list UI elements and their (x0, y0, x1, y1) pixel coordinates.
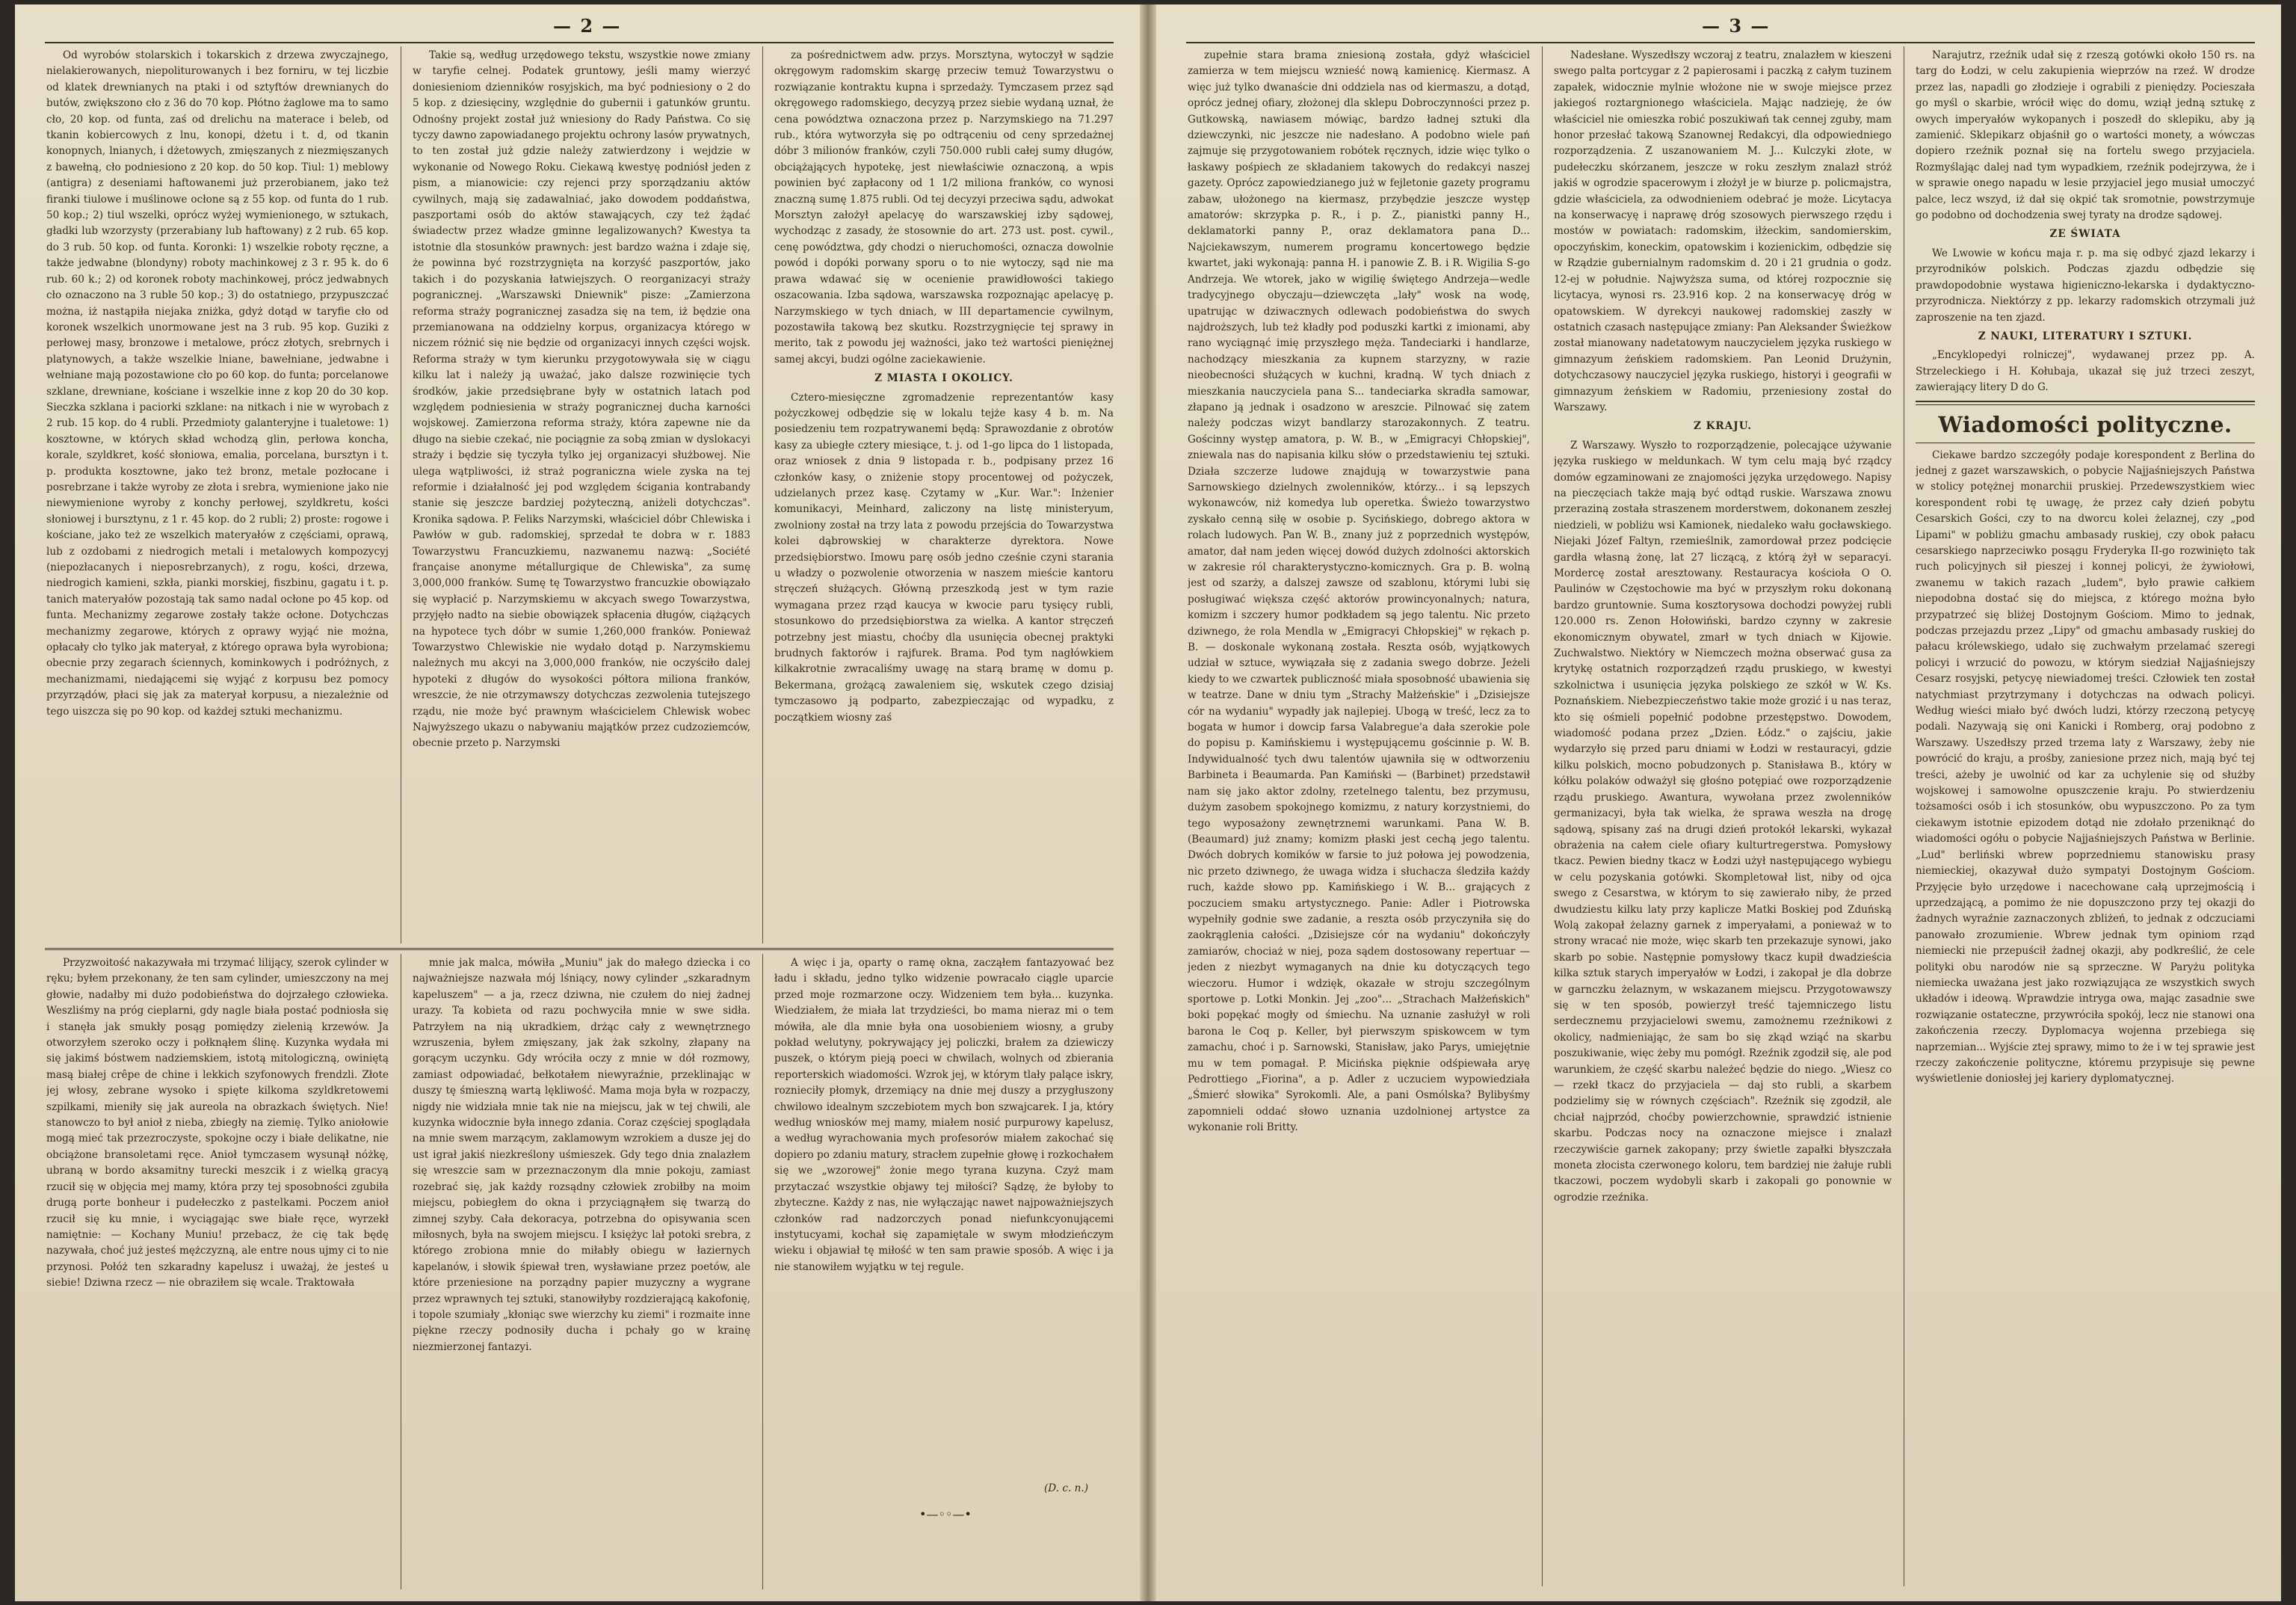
continuation-mark: (D. c. n.) (1044, 1482, 1088, 1494)
right-page (1156, 4, 2281, 1601)
ornament-divider: •—◦◦—• (919, 1507, 972, 1521)
feuilleton-column-2 (413, 955, 750, 1583)
column-text: „Encyklopedyi rolniczej", wydawanej przez pp. A. Strzeleckiego i H. Kołubaja, ukazał się już trzeci zeszyt, zawierający litery D do G. (1916, 349, 2255, 394)
column-divider (1542, 46, 1543, 1586)
feuilleton-column-3 (774, 955, 1114, 1524)
feuilleton-rule (45, 948, 1114, 950)
section-title: Wiadomości polityczne. (1938, 411, 2232, 437)
article-column-2 (413, 48, 750, 941)
feuilleton-text: A więc i ja, oparty o ramę okna, zacząłem fantazyować bez ładu i składu, jedno tylko widzenie powracało ciągle uparcie przed moje rozmarzone oczy. Widzeniem tem była... kuzynka. Wiedziałem, że miała lat trzydzieści, bo mama nieraz mi o tem mówiła, ale dla mnie była ona uosobieniem wiosny, a gruby pokład welutyny, pokrywający jej policzki, brałem za dziewiczy puszek, o którym pieją poeci w chwilach, wolnych od zbierania reporterskich wiadomości. Wzrok jej, w którym tlały palące iskry, roznieciły płomyk, drzemiący na dnie mej duszy a przygłuszony chwilowo idealnym szczebiotem mych bon szwajcarek. I ja, który według wniosków mej mamy, miałem nosić purpurowy kapelusz, a według wyrachowania mych profesorów miałem zakochać się dopiero po zdaniu matury, stracłem zupełnie głowę i rozkochałem się we „wzorowej" żonie mego tyrana kuzyna. Czyż mam przytaczać wszystkie objawy tej miłości? Sądzę, że byłoby to zbyteczne. Każdy z nas, nie wyłączając nawet najpoważniejszych członków rad nadzorczych ponad niefunkcyonującemi instytucyami, kochał się zapamiętale w swym młodzieńczym wieku i objawiał tę miłość w ten sam prawie sposób. A więc i ja nie stanowiłem wyjątku w tej regule. (774, 957, 1114, 1273)
page-number: — 2 — (553, 15, 622, 37)
header-rule (45, 42, 1114, 43)
page-number: — 3 — (1702, 15, 1771, 37)
feuilleton-text: Przyzwoitość nakazywała mi trzymać lilijący, szerok cylinder w ręku; byłem przekonany, że ten sam cylinder, umieszczony na mej głowie, nadałby mi dużo podobieństwa do dojrzałego człowieka. Weszliśmy na próg cieplarni, gdy nagle biała postać podniosła się i stanęła jak smukły posąg pomiędzy zielenią krzewów. Ja otworzyłem szeroko oczy i połknąłem ślinę. Kuzynka wydała mi się jakimś bóstwem nadziemskiem, istotą mitologiczną, owiniętą masą białej crêpe de chine i lekkich szyfonowych frendzli. Złote jej włosy, zebrane wysoko i spięte kilkoma szyldkretowemi szpilkami, mieniły się jak aureola na obrazkach świętych. Nie! stanowczo to był anioł z nieba, zbiegły na ziemię. Tylko aniołowie mogą mieć tak przezroczyste, spokojne oczy i białe delikatne, nie obciążone bransoletami ręce. Anioł tymczasem wysunął nóżkę, ubraną w bordo aksamitny turecki meszcik i z wielką gracyą rzucił się w objęcia mej mamy, która przy tej sposobności zgubiła drugą porte bonheur i pudełeczko z pastelkami. Poczem anioł rzucił się ku mnie, i wyciągając swe białe ręce, wyrzekł namiętnie: — Kochany Muniu! przebacz, że cię tak będę nazywała, choć już jesteś mężczyzną, ale entre nous ujmy ci to nie przynosi. Połóż ten szkaradny kapelusz i uważaj, że jesteś u siebie! Dziwna rzecz — nie obraziłem się wcale. Traktowała (46, 957, 389, 1290)
section-heading: Z MIASTA I OKOLICY. (874, 372, 1013, 385)
column-text: Narajutrz, rzeźnik udał się z rzeszą gotówki około 150 rs. na targ do Łodzi, w celu zakupienia wieprzów na rzeź. W drodze przez las, napadli go złodzieje i ograbili z pieniędzy. Pocieszała go myśl o skarbie, wrócił więc do domu, wziął jedną sztukę z owych imperyałów wykopanych i poszedł do sklepiku, aby ją zamienić. Sklepikarz objaśnił go o wartości monety, a wówczas dopiero rzeźnik poznał się na fortelu swego przyjaciela. Rozmyślając dalej nad tym wypadkiem, rzeźnik podejrzywa, że i w sprawie onego napadu w lesie przyjaciel jego musiał umoczyć palce, lecz wszyd, iż dał się okpić tak sromotnie, powstrzymuje go podobno od dochodzenia swej tyraty na drodze sądowej. (1916, 49, 2255, 222)
header-rule (1186, 42, 2255, 43)
section-heading: ZE ŚWIATA (2049, 228, 2121, 241)
column-text: za pośrednictwem adw. przys. Morsztyna, wytoczył w sądzie okręgowym radomskim skargę przeciw temuż Towarzystwu o rozwiązanie kontraktu kupna i sprzedaży. Tymczasem przez sąd okręgowego radomskiego, decyzyą przez siebie wydaną uznał, że cena powództwa oznaczona przez p. Narzymskiego na 71.297 rub., która wytworzyła się po odtrąceniu od ceny sprzedażnej dóbr 3 milionów franków, czyli 750.000 rubli całej sumy długów, obciążających hypotekę, jest niewłaściwie oznaczoną, a wpis powinien być zapłacony od 1 1/2 miliona franków, co wynosi znaczną sumę 1.875 rubli. Od tej decyzyi przeciwa sądu, adwokat Morsztyn założył apelacyę do warszawskiej izby sądowej, wychodząc z zasady, że stosownie do art. 273 ust. post. cywil., cenę powództwa, gdy chodzi o nieruchomości, oznacza dowolnie powód i dopóki porwany sporu o to nie wytoczy, sąd nie ma prawa wdawać się w ocenienie prawidłowości takiego oszacowania. Izba sądowa, warszawska rozpoznając apelacyę p. Narzymskiego w tych dniach, w III departamencie cywilnym, pozostawiła takową bez skutku. Rozstrzygnięcie tej sprawy in merito, tak z powodu jej ważności, jako też wartości pieniężnej samej akcyi, budzi ogólne zaciekawienie. (774, 49, 1114, 366)
column-text: Z Warszawy. Wyszło to rozporządzenie, polecające używanie języka ruskiego w meldunkach. W tym celu mają być rządcy domów egzaminowani ze znajomości języka urzędowego. Napisy na pieczęciach także mają być odtąd ruskie. Warszawa znowu przeraziną została straszenem morderstwem, dokonanem zeszłej niedzieli, w pobliżu wsi Kamionek, niedaleko wału gocławskiego. Niejaki Józef Faltyn, rzemieślnik, zamordował przez podcięcie gardła własną żonę, lat 27 liczącą, z którą żył w separacyi. Mordercę został aresztowany. Restauracya kościoła O O. Paulinów w Częstochowie ma być w przyszłym roku dokonaną bardzo gruntownie. Suma kosztorysowa dochodzi powyżej rubli 120.000 rs. Zenon Hołowiński, bardzo czynny w zakresie ekonomicznym obywatel, zmarł w tych dniach w Kijowie. Zuchwalstwo. Niektóry w Niemczech można obserwać gusa za krytykę ostatnich rozporządzeń rządu pruskiego, w kwestyi szkolnictwa i usunięcia języka polskiego ze szkół w W. Ks. Poznańskiem. Niebezpieczeństwo takie może grozić i u nas teraz, kto się ośmieli popełnić podobne przestępstwo. Dowodem, wiadomość podana przez „Dzien. Łódz." o zajściu, jakie wydarzyło się przed paru dniami w Łodzi w restauracyi, gdzie kilku polskich, mocno pobudzonych p. Stanisława B., który w kółku polaków odważył się głośno potępiać owe rozporządzenie rządu pruskiego. Awantura, wywołana przez zwolenników germanizacyi, była tak wielka, że sprawa weszła na drogę sądową, spisany zaś na drugi dzień protokół lekarski, wykazał obrażenia na całem ciele ofiary kulturtregerstwa. Pomysłowy tkacz. Pewien biedny tkacz w Łodzi użył następującego wybiegu w celu pozyskania gotówki. Skompletował list, niby od ojca swego z Cesarstwa, w którym to się zawierało niby, że przed dwudziestu kilku laty przy kaplicze Matki Boskiej pod Zduńską Wolą zakopał żelazny garnek z imperyałami, a ponieważ w to strony wracać nie może, więc skarb ten przekazuje synowi, jako skarb po sobie. Następnie pomysłowy tkacz kupił dwadzieścia kilka sztuk starych imperyałów w Łodzi, i zakopał je dla dobrze w garnczku żelaznym, w wskazanem miejscu. Przygotowawszy się w ten sposób, powierzył treść tajemniczego listu serdecznemu przyjacielowi swemu, zamożnemu rzeźnikowi z okolicy, nadmieniając, że sam bo się zkąd wziąć na skarbu poszukiwanie, więc żeby mu pomógł. Rzeźnik zgodził się, ale pod warunkiem, że część skarbu należeć będzie do niego. „Wiesz co — rzekł tkacz do przyjaciela — daj sto rubli, a skarbem podzielimy się w równych częściach". Rzeźnik się zgodził, ale chciał najprzód, choćby powierzchownie, sprawdzić istnienie skarbu. Podczas nocy na oznaczone miejsce i znalazł rzeczywiście garnek zakopany; przy świetle zapałki błyszczała moneta złocista czerwonego koloru, tem bardziej nie żałuje rubli tkaczowi, poczem wydobyli skarb i zakopali go ponownie w ogrodzie rzeźnika. (1554, 439, 1892, 1204)
column-text: Takie są, według urzędowego tekstu, wszystkie nowe zmiany w taryfie celnej. Podatek gruntowy, jeśli mamy wierzyć doniesieniom dzienników rosyjskich, ma być podniesiony o 2 do 5 kop. z dziesięciny, względnie do gubernii i gatunków gruntu. Odnośny projekt został już wniesiony do Rady Państwa. Co się tyczy dawno zapowiadanego projektu ochrony lasów prywatnych, to ten został już gdzie należy zatwierdzony i wejdzie w wykonanie od Nowego Roku. Ciekawą kwestyę podniósł jeden z pism, a mianowicie: czy rejenci przy sporządzaniu aktów cywilnych, mają się zadawalniać, jako dowodem poddaństwa, paszportami osób do aktów stawających, czy też żądać świadectw przez władze gminne legalizowanych? Kwestya ta istotnie dla stosunków prawnych: jest bardzo ważna i zdaje się, że powinna być rozstrzygnięta na korzyść paszportów, jako takich i do pozyskania łatwiejszych. O reorganizacyi straży pogranicznej. „Warszawski Dniewnik" pisze: „Zamierzona reforma straży pogranicznej zasadza się na tem, iż będzie ona przemianowana na oddzielny korpus, organizacya którego w niczem różnić się nie będzie od organizacyi innych części wojsk. Reforma straży w tym kierunku przygotowywała się w ciągu kilku lat i należy ją uważać, jako dalsze rozwinięcie tych środków, jakie przedsiębrane były w ostatnich latach pod względem podniesienia w straży pogranicznej ducha karności wojskowej. Zamierzona reforma straży, która zapewne nie da długo na siebie czekać, nie pociągnie za sobą zmian w dyslokacyi straży i będzie się tyczyła tylko jej organizacyi służbowej. Nie ulega wątpliwości, iż straż pograniczna wiele zyska na tej reformie i działalność jej pod względem ścigania kontrabandy stanie się jeszcze bardziej pożyteczną, aniżeli dotychczas". Kronika sądowa. P. Feliks Narzymski, właściciel dóbr Chlewiska i Pawłów w gub. radomskiej, sprzedał te dobra w r. 1883 Towarzystwu Francuzkiemu, nazwanemu nazwą: „Société française anonyme métallurgique de Chlewiska", za sumę 3,000,000 franków. Sumę tę Towarzystwo francuzkie obowiązało się wypłacić p. Narzymskiemu w akcyach swego Towarzystwa, przyjęło nadto na siebie obowiązek spłacenia długów, ciążących na hypotece tych dóbr w sumie 1,260,000 franków. Ponieważ Towarzystwo Chlewiskie nie wydało dotąd p. Narzymskiemu należnych mu akcyi na 3,000,000 franków, nie oczyściło dalej hypoteki z długów do wysokości półtora miliona franków, wreszcie, że nie otrzymawszy dotychczas zezwolenia tutejszego rządu, nie może być prawnym właścicielem Chlewisk wobec Najwyższego ukazu o nabywaniu majątków przez cudzoziemców, obecnie przeto p. Narzymski (413, 49, 750, 750)
article-column-1 (46, 48, 389, 941)
article-column-3 (1916, 48, 2255, 1580)
column-text: Ciekawe bardzo szczegóły podaje korespondent z Berlina do jednej z gazet warszawskich, o pobycie Najjaśniejszych Państwa w stolicy potężnej monarchii pruskiej. Przedewszystkiem wiec korespondent robi tę uwagę, że przez cały dzień pobytu Cesarskich Gości, czy to na dworcu kolei żelaznej, czy „pod Lipami" w pobliżu gmachu ambasady ruskiej, czy obok pałacu cesarskiego naprzeciwko posągu Fryderyka II-go rozwinięto tak ruch policyjnych sił pieszej i konnej policyi, że żywiołowi, zwanemu w takich razach „ludem", było prawie całkiem niepodobna dostać się do miejsca, z którego można było przypatrzeć się bliżej Dostojnym Gościom. Mimo to jednak, podczas przejazdu przez „Lipy" od gmachu ambasady ruskiej do pałacu królewskiego, udało się zuchwałym przelamać szeregi policyi i wrzucić do powozu, w którym siedział Najjaśniejszy Cesarz rosyjski, petycyę niewiadomej treści. Człowiek ten został natychmiast przytrzymany i dotychczas na odwach policyi. Według wieści miało być dwóch ludzi, którzy rzeczoną petycyę podali. Nazywają się oni Kanicki i Romberg, oraj podobno z Warszawy. Uszedłszy przed trzema laty z Warszawy, żeby nie powrócić do kraju, a prośby, zaniesione przez nich, mają być tej treści, ażeby je uwolnić od kar za uchylenie się od służby wojskowej i samowolne opuszczenie kraju. Po stwierdzeniu tożsamości osób i ich stosunków, obu wypuszczono. Po za tym ciekawym istotnie epizodem dotąd nie zdołało przeniknąć do wiadomości ogółu o pobycie Najjaśniejszych Państwa w Berlinie. „Lud" berliński wbrew poprzedniemu stanowisku prasy niemieckiej, okazywał dużo sympatyi Dostojnym Gościom. Przyjęcie było urzędowe i nacechowane całą uprzejmością i uprzedzającą, a pomimo że nie dopuszczono przy tej okazji do żadnych wyraźnie zaznaczonych zbliżeń, to jednak z odczuciami panowało zrozumienie. Wbrew jednak tym opiniom rząd niemiecki nie przepuścił żadnej okazji, aby podkreślić, że cele polityki obu narodów nie są sprzeczne. W Paryżu polityka niemiecka uważana jest jako rozwiązująca ze wszystkich swych układów i ideową. Wprawdzie intryga owa, mając zasadnie swe rozwiązanie ostateczne, przywróciła spokój, lecz nie stanowi ona zakończenia rzeczy. Dyplomacya wojenna przebiega się naprzemian... Wyjście ztej sprawy, mimo to że i w tej sprawie jest rzeczy zakończenie polityczne, któremu przypisuje się pewne wyświetlenie doniosłej jej kariery dyplomatycznej. (1916, 449, 2255, 1085)
article-column-3 (774, 48, 1114, 941)
column-divider (762, 46, 763, 943)
section-heading: Z KRAJU. (1693, 420, 1753, 433)
title-rule (1916, 401, 2255, 405)
article-column-1 (1188, 48, 1530, 1580)
column-text: zupełnie stara brama zniesioną została, gdyż właściciel zamierza w tem miejscu wznieść nową kamienicę. Kiermasz. A więc już tylko dwanaście dni oddziela nas od kiermaszu, a dotąd, oprócz jednej ofiary, złożonej dla sklepu Dobroczynności przez p. Gutkowską, nawiasem mówiąc, bardzo ładnej sztuki dla dziewczynki, nic jeszcze nie nadesłano. A podobno wiele pań zajmuje się przygotowaniem robótek ręcznych, idzie więc tylko o łaskawy pośpiech ze składaniem takowych do redakcyi naszej gazety. Oprócz zapowiedzianego już w fejletonie gazety programu zabaw, ułożonego na kiermasz, przybędzie jeszcze występ amatorów: skrzypka p. R., i p. Z., pianistki panny H., deklamatorki panny P., oraz deklamatora pana D... Najciekawszym, numerem programu koncertowego będzie kwartet, jaki wykonają: panna H. i panowie Z. B. i R. Wigilia S-go Andrzeja. We wtorek, jako w wigilię świętego Andrzeja—wedle tradycyjnego obyczaju—dziewczęta „lały" wosk na wodę, upatrując w dziwacznych odlewach podobieństwa do swych najdroższych, lub też kładły pod poduszki kartki z imionami, aby rano wyciągnąć imię przyszłego męża. Tandeciarki i handlarze, nachodzący mieszkania za kupnem starzyzny, w razie nieobecności służących w kuchni, kradną. W tych dniach z mieszkania nauczyciela pana S... tandeciarka skradła samowar, złapano ją jednak i osadzono w areszcie. Pilnować się zatem należy podczas wizyt bandlarzy starozakonnych. Z teatru. Gościnny występ amatora, p. W. B., w „Emigracyi Chłopskiej", zniewala nas do napisania kilku słów o przedstawieniu tej sztuki. Działa szczerze ludowe znajdują w towarzystwie pana Sarnowskiego dzielnych zwolenników, którzy... i są lepszych wykonawców, niż komedya lub operetka. Świeżo towarzystwo zyskało cenną siłę w osobie p. Sycińskiego, dobrego aktora w rolach ludowych. Pan W. B., znany już z poprzednich występów, amator, dał nam jeden więcej dowód dużych zdolności aktorskich w zakresie ról charakterystyczno-komicznych. Gra p. B. wolną jest od szarży, a dalszej zawsze od szablonu, którymi lubi się posługiwać większa część aktorów prowincyonalnych; natura, komizm i szczery humor podkładem są jego talentu. Nic przeto dziwnego, że rola Mendla w „Emigracyi Chłopskiej" w rękach p. B. — doskonale wykonaną została. Reszta osób, wyjątkowych udział w sztuce, wywiązała się z zadania swego dobrze. Jeżeli kiedy to we czwartek publiczność miała sposobność ubawienia się w teatrze. Dane w dniu tym „Strachy Małżeńskie" i „Dzisiejsze cór na wydaniu" wypadły jak najlepiej. Ubogą w treść, lecz za to bogata w humor i dowcip farsa Valabregue'a dała szerokie pole do popisu p. Kamińskiemu i występującemu gościnnie p. W. B. Indywidualność tych dwu talentów ujawniła się w odtworzeniu Barbineta i Beaumarda. Pan Kamiński — (Barbinet) przedstawił nam się jako aktor zdolny, rzetelnego talentu, bez przymusu, dużym zasobem spokojnego komizmu, z natury korzystniemi, do tego wyposażony zewnętrznemi warunkami. Pana W. B. (Beaumard) już znamy; komizm płaski jest cechą jego talentu. Dwóch dobrych komików w farsie to już połowa jej powodzenia, nic przeto dziwnego, że uwaga widza i słuchacza śledziła każdy ruch, każde słowo pp. Kamińskiego i W. B... grających z poczuciem smaku artystycznego. Panie: Adler i Piotrowska wypełniły godnie swe zadanie, a reszta osób przyczyniła się do zaokrąglenia całości. „Dzisiejsze cór na wydaniu" dokończyły zamiarów, chociaż w niej, poza sądem dostosowany repertuar — jeden z niezbyt wymaganych na dnie ku dotyczących tego wieczoru. Humor i wdzięk, okazałe w stroju szczególnym sportowe p. Lotki Monkin. Jej „zoo"... „Strachach Małżeńskich" boki popękać mogły od śmiechu. Na uznanie zasłużył w roli barona le Coq p. Keller, był pierwszym spiskowcem w tym zamachu, choć i p. Sarnowski, Stanisław, jako Parys, umiejętnie mu w tem pomagał. P. Micińska pięknie odśpiewała aryę Pedrottiego „Fiorina", a p. Adler z uczuciem wypowiedziała „Śmierć słowika" Syrokomli. Ale, a pani Osmólska? Bylibyśmy zapomnieli oddać słowo uznania uzdolnionej artystce za wykonanie roli Britty. (1188, 49, 1530, 1134)
section-heading: Z NAUKI, LITERATURY I SZTUKI. (1978, 330, 2193, 342)
column-text: Cztero-miesięczne zgromadzenie reprezentantów kasy pożyczkowej odbędzie się w lokalu tejże kasy 4 b. m. Na posiedzeniu tem rozpatrywanemi będą: Sprawozdanie z obrotów kasy za ubiegłe cztery miesiące, t. j. od 1-go lipca do 1 listopada, oraz wniosek z dnia 9 listopada r. b., podpisany przez 16 członków kasy, o zniżenie stopy procentowej od pożyczek, udzielanych przez kasę. Czytamy w „Kur. War.": Inżenier komunikacyi, Meinhard, zaliczony na listę ministeryum, zwolniony został na trzy lata z powodu przejścia do Towarzystwa kolei dąbrowskiej w charakterze dyrektora. Nowe przedsiębiorstwo. Imowu parę osób jedno cześnie czyni starania u władzy o pozwolenie otworzenia w naszem mieście kantoru stręczeń służących. Główną przeszkodą jest w tym razie wymagana przez rząd kaucya w kwocie paru tysięcy rubli, stosunkowo do przedsiębiorstwa za wielka. A kantor stręczeń potrzebny jest miastu, choćby dla usunięcia obecnej praktyki brudnych faktorów i rajfurek. Brama. Pod tym nagłówkiem kilkakrotnie zwracaliśmy uwagę na starą bramę w domu p. Bekermana, grożącą zawaleniem się, wskutek czego dzisiaj tymczasowo ją podparto, zabezpieczając od wypadku, z początkiem wiosny zaś (774, 391, 1114, 724)
column-text: Nadesłane. Wyszedłszy wczoraj z teatru, znalazłem w kieszeni swego palta portcygar z 2 papierosami i paczką z całym tuzinem zapałek, widocznie mylnie włożone nie w swoje miejsce przez jakiegoś roztargnionego właściciela. Mając nadzieję, że ów właściciel nie omieszka robić poszukiwań tak cennej zguby, mam honor przesłać takową Szanownej Redakcyi, dla odpowiedniego rozporządzenia. Z uszanowaniem M. J... Kulczyki złote, w pudełeczku skórzanem, jeszcze w roku zeszłym znalazł stróż jakiś w ogrodzie spacerowym i złożył je w biurze p. policmajstra, gdzie właściciela, za odwodnieniem odebrać je może. Licytacya na konserwacyę i naprawę dróg szosowych pierwszego rzędu i mostów w powiatach: radomskim, iłżeckim, sandomierskim, opoczyńskim, koneckim, opatowskim i kozienickim, odbędzie się w Rządzie gubernialnym radomskim d. 20 i 21 grudnia o godz. 12-ej w południe. Najwyższa suma, od której rozpocznie się licytacya, wynosi rs. 23.916 kop. 2 na konserwacyę dróg w opatowskiem. W dyrekcyi naukowej radomskiej zaszły w ostatnich czasach następujące zmiany: Pan Aleksander Świeżkow został mianowany nadetatowym nauczycielem języka ruskiego w gimnazyum żeńskiem radomskiem. Pan Leonid Drużynin, dotychczasowy nauczyciel języka ruskiego, historyi i geografii w gimnazyum żeńskiem w Radomiu, przeniesiony został do Warszawy. (1554, 49, 1892, 413)
feuilleton-text: mnie jak malca, mówiła „Muniu" jak do małego dziecka i co najważniejsze nazwała mój lśniący, nowy cylinder „szkaradnym kapeluszem" — a ja, rzecz dziwna, nie czułem do niej żadnej urazy. Ta kobieta od razu pochwyciła mnie w swe sidła. Patrzyłem na nią ukradkiem, drżąc cały z wewnętrznego wzruszenia, byłem zmięszany, jak żak szkolny, złapany na gorącym uczynku. Gdy wróciła oczy z mnie w dół rozmowy, zamiast odpowiadać, bełkotałem niewyraźnie, przeklinając w duszy tę śmieszną wartą lękliwość. Mama moja była w rozpaczy, nigdy nie widziała mnie tak nie na miejscu, jak w tej chwili, ale kuzynka widocznie była innego zdania. Coraz częściej spoglądała na mnie swem marzącym, zaklamowym wzrokiem a dusze jej do ust igrał jakiś niezkreślony uśmieszek. Gdy tego dnia znalazłem się wreszcie sam w przeznaczonym dla mnie pokoju, zamiast rozebrać się, jak każdy rozsądny człowiek zrobiłby na moim miejscu, pobiegłem do okna i przyciągnąłem się twarzą do zimnej szyby. Cała dekoracya, potrzebna do opisywania scen miłosnych, była na swojem miejscu. I księżyc lał potoki srebra, z którego zrobiona mnie do miłabły obiegu w łaziernych kapelanów, i słowik śpiewał tren, wysławiane przez poetów, ale które przeniesione na porządny papier muzyczny a wygrane przez wprawnych tej sztuki, stanowiłyby rozdzierającą kakofonię, i topole szumiały „kłoniąc swe wierzchy ku ziemi" i rozmaite inne piękne rzeczy podnosiły ducha i pchały go w krainę niezmierzonej fantazyi. (413, 957, 750, 1353)
newspaper-spread (15, 4, 2281, 1601)
column-text: We Lwowie w końcu maja r. p. ma się odbyć zjazd lekarzy i przyrodników polskich. Podczas zjazdu odbędzie się prawdopodobnie wystawa higieniczno-lekarska i dydaktyczno-przyrodnicza. Niektórzy z pp. lekarzy radomskich otrzymali już zaproszenie na ten zjazd. (1916, 247, 2255, 324)
column-divider (762, 954, 763, 1589)
book-gutter (1140, 4, 1156, 1601)
article-column-2 (1554, 48, 1892, 1580)
column-text: Od wyrobów stolarskich i tokarskich z drzewa zwyczajnego, nielakierowanych, niepoliturowanych i bez forniru, w tej liczbie od klatek drewnianych na ptaki i od sztyftów drewnianych do butów, zwiększono cło z 36 do 70 kop. Płótno żaglowe ma to samo cło, 20 kop. od funta, zaś od drelichu na materace i beleb, od tkanin kobiercowych z lnu, konopi, dżetu i t. d, od tkanin konopnych, lnianych, i dżetowych, zmięszanych z niezmięszanych z bawełną, cło podniesiono z 20 kop. do 50 kop. Tiul: 1) meblowy (antigra) z deseniami haftowanemi już przerobianem, jako też firanki tiulowe i muślinowe ocłone są z 55 kop. od funta do 1 rub. 50 kop.; 2) tiul wszelki, oprócz wyżej wymienionego, w sztukach, gładki lub wzorzysty (przerabiany lub haftowany) z 2 rub. 65 kop. do 3 rub. 50 kop. od funta. Koronki: 1) wszelkie roboty ręczne, a także jedwabne (blondyny) roboty machinkowej z 3 r. 95 k. do 6 rub. 60 k.; 2) od koronek roboty machinkowej, prócz jedwabnych cło oznaczono na 3 ruble 50 kop.; 3) do ostatniego, przypuszczać można, iż nastąpiła niejaka zniżka, gdyż dotąd w taryfie cło od koronek wszelkich unormowane jest na 3 rub. 95 kop. Guziki z perłowej masy, bronzowe i metalowe, prócz złotych, srebrnych i platynowych, a także wszelkie lniane, bawełniane, jedwabne i wełniane mają pozostawione cło po 60 kop. do funta; porcelanowe szklane, drewniane, kościane i wszelkie inne z kop 20 do 30 kop. Sieczka szklana i paciorki szklane: na nitkach i nie w wyrobach z 2 rub. 15 kop. do 4 rubli. Przedmioty galanteryjne i tualetowe: 1) kosztowne, w których skład wchodzą glin, perłowa koncha, korale, szyldkret, kość słoniowa, emalia, porcelana, bursztyn i t. p. produkta kosztowne, jako też bronz, metale pozłocane i posrebrzane i także wyroby ze złota i srebra, wymienione jako nie niewymienione wyroby z konchy perłowej, szyldkretu, kości słoniowej i bursztynu, z 1 r. 45 kop. do 2 rubli; 2) proste: rogowe i kościane, jako też ze wszelkich materyałów z częściami, oprawą, lub z ozdobami z niedrogich metali i metalowych kompozycyj (niepozłacanych i nieposrebrzanych), z rogu, kości, drzewa, niedrogich kamieni, szkła, pianki morskiej, fiszbinu, gagatu i t. p. tanich materyałów pozostają tak samo nadal ocłone po 45 kop. od funta. Mechanizmy zegarowe zostały także ocłone. Dotychczas mechanizmy zegarowe, których z oprawy wyjąć nie można, opłacały cło tylko jak materyał, z którego oprawa była wyrobiona; obecnie przy zegarach ściennych, kominkowych i podróżnych, z mechanizmami, niedającemi się wyjąć z korpusu bez pomocy przyrządów, płaci się jak za materyał korpusu, a niezależnie od tego uiszcza się po 90 kop. od każdej sztuki mechanizmu. (46, 49, 389, 718)
feuilleton-column-1 (46, 955, 389, 1583)
left-page (15, 4, 1140, 1601)
